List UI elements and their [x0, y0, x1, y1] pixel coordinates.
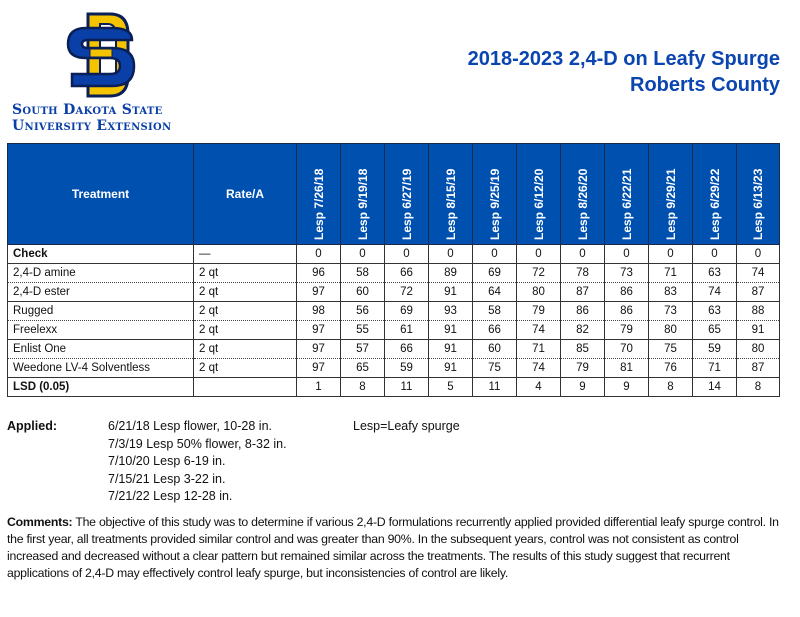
- value-cell: 79: [517, 302, 561, 321]
- value-cell: 8: [737, 378, 780, 397]
- value-cell: 11: [473, 378, 517, 397]
- value-cell: 59: [385, 359, 429, 378]
- sdsu-extension-logo: [0, 0, 210, 136]
- column-header-date: Lesp 9/25/19: [473, 144, 517, 245]
- value-cell: 79: [561, 359, 605, 378]
- value-cell: 66: [473, 321, 517, 340]
- value-cell: 88: [737, 302, 780, 321]
- treatment-cell: Enlist One: [8, 340, 194, 359]
- value-cell: 69: [473, 264, 517, 283]
- title-line2: Roberts County: [630, 74, 780, 96]
- applied-label: Applied:: [7, 419, 57, 433]
- value-cell: 73: [649, 302, 693, 321]
- table-row: [8, 264, 780, 283]
- value-cell: 93: [429, 302, 473, 321]
- column-header-date: Lesp 7/26/18: [297, 144, 341, 245]
- table-row: [8, 378, 780, 397]
- logo-line1: South Dakota State: [12, 102, 163, 118]
- value-cell: 75: [649, 340, 693, 359]
- value-cell: 97: [297, 359, 341, 378]
- value-cell: 8: [649, 378, 693, 397]
- value-cell: 80: [649, 321, 693, 340]
- rate-cell: [194, 378, 297, 397]
- value-cell: 86: [561, 302, 605, 321]
- applied-item: 7/3/19 Lesp 50% flower, 8-32 in.: [108, 436, 287, 451]
- value-cell: 80: [517, 283, 561, 302]
- table-row: [8, 245, 780, 264]
- value-cell: 56: [341, 302, 385, 321]
- value-cell: 63: [693, 264, 737, 283]
- value-cell: 97: [297, 321, 341, 340]
- table-row: [8, 359, 780, 378]
- table-header-row: [8, 144, 780, 245]
- value-cell: 74: [737, 264, 780, 283]
- value-cell: 98: [297, 302, 341, 321]
- column-header-rate: Rate/A: [194, 144, 297, 245]
- value-cell: 91: [737, 321, 780, 340]
- value-cell: 81: [605, 359, 649, 378]
- rate-cell: 2 qt: [194, 359, 297, 378]
- value-cell: 65: [341, 359, 385, 378]
- value-cell: 61: [385, 321, 429, 340]
- value-cell: 87: [737, 283, 780, 302]
- value-cell: 9: [605, 378, 649, 397]
- value-cell: 0: [429, 245, 473, 264]
- treatment-cell: Rugged: [8, 302, 194, 321]
- table-row: [8, 302, 780, 321]
- value-cell: 0: [561, 245, 605, 264]
- value-cell: 5: [429, 378, 473, 397]
- value-cell: 91: [429, 359, 473, 378]
- value-cell: 72: [517, 264, 561, 283]
- value-cell: 8: [341, 378, 385, 397]
- value-cell: 60: [473, 340, 517, 359]
- applied-list: [108, 418, 348, 506]
- value-cell: 70: [605, 340, 649, 359]
- value-cell: 4: [517, 378, 561, 397]
- column-header-date: Lesp 8/15/19: [429, 144, 473, 245]
- column-header-date: Lesp 6/27/19: [385, 144, 429, 245]
- abbreviation-note: Lesp=Leafy spurge: [353, 419, 460, 433]
- table-row: [8, 340, 780, 359]
- applied-item: 7/21/22 Lesp 12-28 in.: [108, 489, 233, 503]
- value-cell: 0: [737, 245, 780, 264]
- value-cell: 97: [297, 283, 341, 302]
- value-cell: 59: [693, 340, 737, 359]
- table-body: [8, 245, 780, 397]
- applied-item: 7/15/21 Lesp 3-22 in.: [108, 471, 226, 486]
- value-cell: 91: [429, 340, 473, 359]
- table-row: [8, 321, 780, 340]
- results-table: [7, 143, 780, 397]
- column-header-date: Lesp 6/13/23: [737, 144, 780, 245]
- rate-cell: 2 qt: [194, 264, 297, 283]
- value-cell: 1: [297, 378, 341, 397]
- comments-section: [7, 514, 787, 582]
- value-cell: 0: [385, 245, 429, 264]
- value-cell: 91: [429, 321, 473, 340]
- value-cell: 57: [341, 340, 385, 359]
- value-cell: 64: [473, 283, 517, 302]
- value-cell: 72: [385, 283, 429, 302]
- value-cell: 69: [385, 302, 429, 321]
- treatment-cell: Check: [8, 245, 194, 264]
- comments-label: Comments:: [7, 515, 73, 529]
- value-cell: 65: [693, 321, 737, 340]
- value-cell: 87: [737, 359, 780, 378]
- column-header-date: Lesp 6/22/21: [605, 144, 649, 245]
- value-cell: 83: [649, 283, 693, 302]
- value-cell: 71: [649, 264, 693, 283]
- applied-item: 7/10/20 Lesp 6-19 in.: [108, 454, 226, 468]
- value-cell: 86: [605, 283, 649, 302]
- sdsu-monogram-icon: [62, 10, 142, 100]
- treatment-cell: Weedone LV-4 Solventless: [8, 359, 194, 378]
- value-cell: 74: [517, 359, 561, 378]
- rate-cell: 2 qt: [194, 321, 297, 340]
- value-cell: 0: [517, 245, 561, 264]
- value-cell: 91: [429, 283, 473, 302]
- value-cell: 79: [605, 321, 649, 340]
- treatment-cell: 2,4-D amine: [8, 264, 194, 283]
- rate-cell: 2 qt: [194, 302, 297, 321]
- value-cell: 85: [561, 340, 605, 359]
- column-header-date: Lesp 9/19/18: [341, 144, 385, 245]
- value-cell: 74: [693, 283, 737, 302]
- rate-cell: 2 qt: [194, 340, 297, 359]
- value-cell: 74: [517, 321, 561, 340]
- value-cell: 86: [605, 302, 649, 321]
- column-header-date: Lesp 9/29/21: [649, 144, 693, 245]
- rate-cell: 2 qt: [194, 283, 297, 302]
- value-cell: 0: [649, 245, 693, 264]
- value-cell: 58: [341, 264, 385, 283]
- value-cell: 11: [385, 378, 429, 397]
- value-cell: 0: [473, 245, 517, 264]
- value-cell: 60: [341, 283, 385, 302]
- comments-text: The objective of this study was to determine if various 2,4-D formulations recurrently applied provided differential leafy spurge control. In the first year, all treatments provided similar control and was greater than 90%. In the subsequent years, control was not consistent as control increased and decreased without a clear pattern but remained similar across the treatments. The results of this study suggest that recurrent applications of 2,4-D may effectively control leafy spurge, but inconsistencies of control are likely.: [7, 515, 779, 580]
- value-cell: 96: [297, 264, 341, 283]
- value-cell: 76: [649, 359, 693, 378]
- value-cell: 71: [693, 359, 737, 378]
- value-cell: 0: [341, 245, 385, 264]
- title-line1: 2018-2023 2,4-D on Leafy Spurge: [467, 48, 780, 70]
- value-cell: 9: [561, 378, 605, 397]
- value-cell: 0: [297, 245, 341, 264]
- value-cell: 66: [385, 340, 429, 359]
- treatment-cell: LSD (0.05): [8, 378, 194, 397]
- applied-item: 6/21/18 Lesp flower, 10-28 in.: [108, 419, 273, 433]
- value-cell: 63: [693, 302, 737, 321]
- treatment-cell: 2,4-D ester: [8, 283, 194, 302]
- value-cell: 55: [341, 321, 385, 340]
- column-header-date: Lesp 8/26/20: [561, 144, 605, 245]
- page-title: [468, 46, 780, 98]
- column-header-date: Lesp 6/12/20: [517, 144, 561, 245]
- value-cell: 0: [605, 245, 649, 264]
- value-cell: 66: [385, 264, 429, 283]
- value-cell: 89: [429, 264, 473, 283]
- value-cell: 73: [605, 264, 649, 283]
- value-cell: 87: [561, 283, 605, 302]
- value-cell: 75: [473, 359, 517, 378]
- column-header-date: Lesp 6/29/22: [693, 144, 737, 245]
- value-cell: 14: [693, 378, 737, 397]
- value-cell: 80: [737, 340, 780, 359]
- treatment-cell: Freelexx: [8, 321, 194, 340]
- value-cell: 97: [297, 340, 341, 359]
- rate-cell: —: [194, 245, 297, 264]
- value-cell: 71: [517, 340, 561, 359]
- logo-line2: University Extension: [12, 118, 172, 134]
- value-cell: 0: [693, 245, 737, 264]
- value-cell: 58: [473, 302, 517, 321]
- column-header-treatment: Treatment: [8, 144, 194, 245]
- table-row: [8, 283, 780, 302]
- value-cell: 82: [561, 321, 605, 340]
- value-cell: 78: [561, 264, 605, 283]
